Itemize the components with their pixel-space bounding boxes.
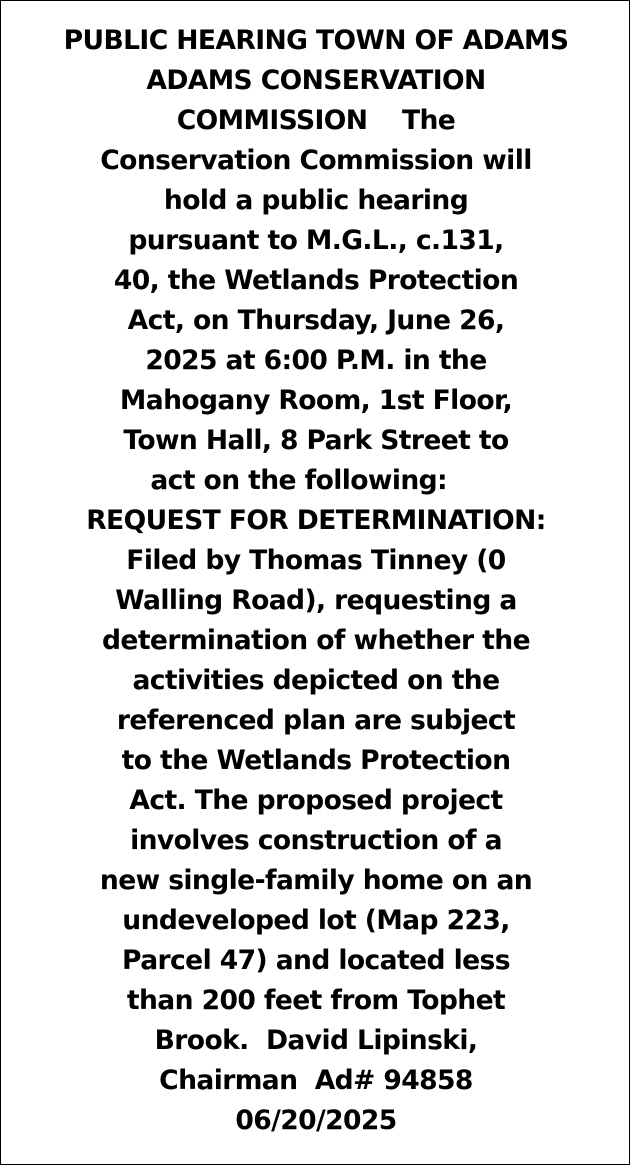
notice-line-11: Town Hall, 8 Park Street to (123, 425, 509, 456)
notice-line-10: Mahogany Room, 1st Floor, (119, 385, 513, 416)
notice-line-7: 40, the Wetlands Protection (113, 265, 519, 296)
notice-line-15: Walling Road), requesting a (115, 585, 517, 616)
notice-line-14: Filed by Thomas Tinney (0 (126, 545, 506, 576)
notice-line-20: Act. The proposed project (129, 785, 503, 816)
notice-line-23: undeveloped lot (Map 223, (122, 905, 510, 936)
notice-line-28: 06/20/2025 (235, 1105, 397, 1136)
notice-line-22: new single-family home on an (99, 865, 533, 896)
notice-line-16: determination of whether the (102, 625, 530, 656)
notice-line-8: Act, on Thursday, June 26, (127, 305, 505, 336)
notice-line-6: pursuant to M.G.L., c.131, (128, 225, 504, 256)
notice-line-24: Parcel 47) and located less (122, 945, 510, 976)
notice-line-21: involves construction of a (130, 825, 502, 856)
notice-line-13: REQUEST FOR DETERMINATION: (86, 505, 546, 536)
notice-line-3: COMMISSION The (176, 105, 456, 136)
notice-line-9: 2025 at 6:00 P.M. in the (145, 345, 487, 376)
notice-line-17: activities depicted on the (132, 665, 500, 696)
notice-line-25: than 200 feet from Tophet (126, 985, 506, 1016)
notice-line-27: Chairman Ad# 94858 (159, 1065, 473, 1096)
notice-line-4: Conservation Commission will (100, 145, 532, 176)
notice-line-5: hold a public hearing (163, 185, 469, 216)
notice-line-12: act on the following: (150, 465, 482, 496)
notice-line-2: ADAMS CONSERVATION (146, 65, 486, 96)
notice-line-1: PUBLIC HEARING TOWN OF ADAMS (63, 25, 569, 56)
notice-line-26: Brook. David Lipinski, (154, 1025, 478, 1056)
notice-line-19: to the Wetlands Protection (121, 745, 511, 776)
notice-line-18: referenced plan are subject (116, 705, 516, 736)
